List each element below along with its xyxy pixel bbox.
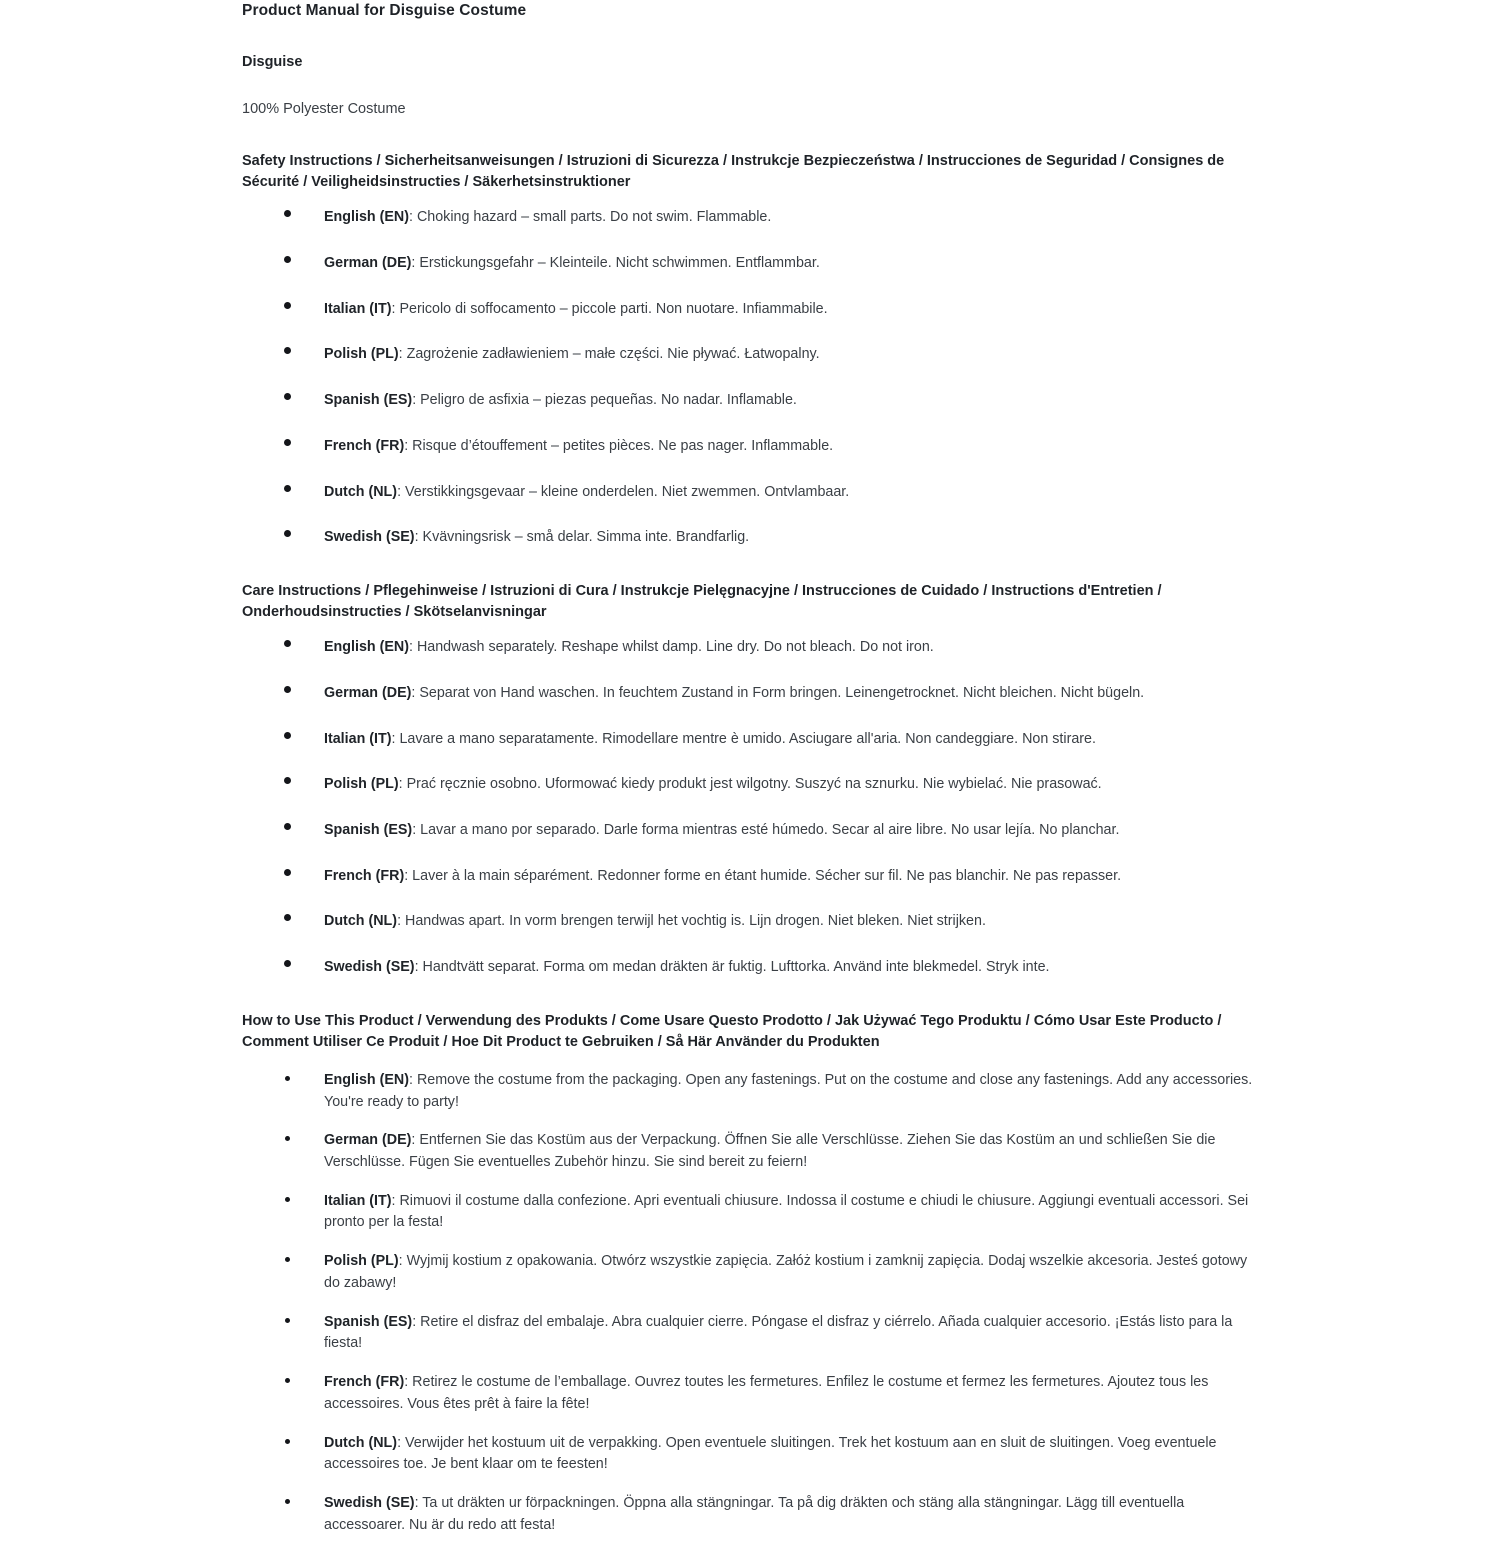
label-separator: :: [412, 392, 421, 409]
language-list: [242, 1070, 1256, 1537]
language-label: Spanish (ES): [324, 1313, 413, 1330]
language-label: Italian (IT): [324, 300, 392, 317]
instruction-text: Zagrożenie zadławieniem – małe części. Nie pływać. Łatwopalny.: [406, 346, 820, 363]
label-separator: :: [391, 1192, 400, 1209]
instruction-text: Erstickungsgefahr – Kleinteile. Nicht schwimmen. Entflammbar.: [419, 255, 820, 272]
list-item: [242, 436, 1256, 458]
language-label: Swedish (SE): [324, 959, 415, 976]
instruction-text: Separat von Hand waschen. In feuchtem Zustand in Form bringen. Leinengetrocknet. Nicht bleichen. Nicht bügeln.: [419, 684, 1145, 701]
instruction-text: Wyjmij kostium z opakowania. Otwórz wszystkie zapięcia. Załóż kostium i zamknij zapięcia. Dodaj wszelkie akcesoria. Jesteś gotowy do zabawy!: [324, 1253, 1248, 1291]
instruction-text: Handwash separately. Reshape whilst damp. Line dry. Do not bleach. Do not iron.: [416, 639, 934, 656]
instruction-text: Risque d’étouffement – petites pièces. Ne pas nager. Inflammable.: [412, 437, 834, 454]
bullet-icon: [284, 256, 291, 263]
label-separator: :: [414, 959, 423, 976]
bullet-icon: [285, 1076, 290, 1081]
brand-name: Disguise: [242, 53, 303, 70]
bullet-icon: [284, 823, 291, 830]
sections-container: [242, 151, 1256, 1536]
page-title: Product Manual for Disguise Costume: [242, 2, 527, 19]
bullet-icon: [285, 1318, 290, 1323]
language-label: German (DE): [324, 255, 412, 272]
label-separator: :: [414, 529, 423, 546]
language-label: German (DE): [324, 1132, 412, 1149]
label-separator: :: [404, 437, 413, 454]
label-separator: :: [409, 639, 417, 656]
language-list: [242, 637, 1256, 979]
list-item: [242, 911, 1256, 933]
bullet-icon: [284, 640, 291, 647]
language-label: Polish (PL): [324, 1253, 399, 1270]
bullet-icon: [284, 485, 291, 492]
label-separator: :: [398, 776, 407, 793]
list-item: [242, 957, 1256, 979]
instruction-text: Laver à la main séparément. Redonner forme en étant humide. Sécher sur fil. Ne pas blanchir. Ne pas repasser.: [412, 867, 1122, 884]
list-item: [242, 1372, 1256, 1415]
label-separator: :: [411, 255, 420, 272]
bullet-icon: [285, 1378, 290, 1383]
label-separator: :: [391, 730, 400, 747]
instruction-text: Verstikkingsgevaar – kleine onderdelen. Niet zwemmen. Ontvlambaar.: [405, 483, 850, 500]
bullet-icon: [284, 777, 291, 784]
list-item: [242, 637, 1256, 659]
instruction-text: Kvävningsrisk – små delar. Simma inte. Brandfarlig.: [422, 529, 750, 546]
instruction-text: Ta ut dräkten ur förpackningen. Öppna alla stängningar. Ta på dig dräkten och stäng alla stängningar. Lägg till eventuella accessoarer. Nu är du redo att festa!: [324, 1494, 1185, 1533]
label-separator: :: [404, 867, 413, 884]
material-composition: 100% Polyester Costume: [242, 100, 406, 117]
language-label: Swedish (SE): [324, 1494, 415, 1511]
label-separator: :: [391, 300, 400, 317]
instruction-text: Retirez le costume de l’emballage. Ouvrez toutes les fermetures. Enfilez le costume et fermez les fermetures. Ajoutez tous les accessoires. Vous êtes prêt à faire la fête!: [324, 1374, 1209, 1412]
list-item: [242, 1251, 1256, 1294]
label-separator: :: [411, 1132, 420, 1149]
bullet-icon: [285, 1136, 290, 1141]
bullet-icon: [284, 393, 291, 400]
bullet-icon: [285, 1439, 290, 1444]
language-label: Italian (IT): [324, 730, 392, 747]
instruction-text: Rimuovi il costume dalla confezione. Apri eventuali chiusure. Indossa il costume e chiudi le chiusure. Aggiungi eventuali accessori. Sei pronto per la festa!: [324, 1192, 1249, 1231]
list-item: [242, 866, 1256, 888]
section-heading: Safety Instructions / Sicherheitsanweisungen / Istruzioni di Sicurezza / Instrukcje Bezpieczeństwa / Instrucciones de Seguridad / Consignes de Sécurité / Veiligheidsinstructies / Säkerhetsinstruktioner: [242, 153, 1225, 191]
label-separator: :: [404, 1374, 413, 1391]
instruction-text: Choking hazard – small parts. Do not swim. Flammable.: [416, 209, 772, 226]
instruction-text: Peligro de asfixia – piezas pequeñas. No nadar. Inflamable.: [420, 392, 797, 409]
label-separator: :: [397, 483, 406, 500]
list-item: [242, 729, 1256, 751]
instruction-text: Verwijder het kostuum uit de verpakking. Open eventuele sluitingen. Trek het kostuum aan en sluit de sluitingen. Voeg eventuele accessoires toe. Je bent klaar om te feesten!: [324, 1434, 1217, 1473]
section-heading: How to Use This Product / Verwendung des Produkts / Come Usare Questo Prodotto / Jak Używać Tego Produktu / Cómo Usar Este Producto / Comment Utiliser Ce Produit / Hoe Dit Product te Gebruiken / Så Här Använder du Produkten: [242, 1012, 1222, 1050]
label-separator: :: [398, 1253, 407, 1270]
bullet-icon: [284, 686, 291, 693]
label-separator: :: [409, 209, 417, 226]
list-item: [242, 820, 1256, 842]
language-label: Dutch (NL): [324, 913, 398, 930]
bullet-icon: [284, 960, 291, 967]
language-list: [242, 207, 1256, 549]
list-item: [242, 390, 1256, 412]
bullet-icon: [285, 1197, 290, 1202]
bullet-icon: [284, 347, 291, 354]
list-item: [242, 1070, 1256, 1113]
label-separator: :: [412, 1313, 421, 1330]
instruction-text: Lavare a mano separatamente. Rimodellare mentre è umido. Asciugare all'aria. Non candeggiare. Non stirare.: [399, 730, 1096, 747]
list-item: [242, 207, 1256, 229]
bullet-icon: [285, 1499, 290, 1504]
language-label: Dutch (NL): [324, 1434, 398, 1451]
language-label: Spanish (ES): [324, 821, 413, 838]
list-item: [242, 299, 1256, 321]
instruction-text: Pericolo di soffocamento – piccole parti. Non nuotare. Infiammabile.: [399, 300, 828, 317]
label-separator: :: [414, 1494, 423, 1511]
label-separator: :: [411, 684, 420, 701]
language-label: English (EN): [324, 1071, 409, 1088]
label-separator: :: [397, 913, 406, 930]
language-label: Swedish (SE): [324, 529, 415, 546]
bullet-icon: [284, 530, 291, 537]
label-separator: :: [398, 346, 407, 363]
label-separator: :: [412, 821, 421, 838]
bullet-icon: [284, 869, 291, 876]
list-item: [242, 482, 1256, 504]
language-label: French (FR): [324, 1374, 405, 1391]
language-label: German (DE): [324, 684, 412, 701]
language-label: Polish (PL): [324, 776, 399, 793]
language-label: French (FR): [324, 437, 405, 454]
instruction-text: Retire el disfraz del embalaje. Abra cualquier cierre. Póngase el disfraz y ciérrelo. Añada cualquier accesorio. ¡Estás listo para la fiesta!: [324, 1313, 1233, 1352]
label-separator: :: [397, 1434, 406, 1451]
bullet-icon: [284, 914, 291, 921]
language-label: English (EN): [324, 209, 409, 226]
list-item: [242, 683, 1256, 705]
language-label: Spanish (ES): [324, 392, 413, 409]
list-item: [242, 344, 1256, 366]
list-item: [242, 1191, 1256, 1234]
bullet-icon: [285, 1257, 290, 1262]
language-label: Italian (IT): [324, 1192, 392, 1209]
bullet-icon: [284, 732, 291, 739]
list-item: [242, 527, 1256, 549]
language-label: Dutch (NL): [324, 483, 398, 500]
language-label: Polish (PL): [324, 346, 399, 363]
instruction-text: Entfernen Sie das Kostüm aus der Verpackung. Öffnen Sie alle Verschlüsse. Ziehen Sie das Kostüm an und schließen Sie die Verschlüsse. Fügen Sie eventuelles Zubehör hinzu. Sie sind bereit zu feiern!: [324, 1132, 1216, 1171]
instruction-text: Handtvätt separat. Forma om medan dräkten är fuktig. Lufttorka. Använd inte blekmedel. Stryk inte.: [422, 959, 1050, 976]
instruction-text: Handwas apart. In vorm brengen terwijl het vochtig is. Lijn drogen. Niet bleken. Niet strijken.: [405, 913, 986, 930]
instruction-text: Remove the costume from the packaging. Open any fastenings. Put on the costume and close any fastenings. Add any accessories. You're ready to party!: [324, 1071, 1253, 1110]
bullet-icon: [284, 302, 291, 309]
instruction-text: Prać ręcznie osobno. Uformować kiedy produkt jest wilgotny. Suszyć na sznurku. Nie wybielać. Nie prasować.: [406, 776, 1102, 793]
bullet-icon: [284, 210, 291, 217]
list-item: [242, 774, 1256, 796]
list-item: [242, 1493, 1256, 1536]
bullet-icon: [284, 439, 291, 446]
language-label: French (FR): [324, 867, 405, 884]
language-label: English (EN): [324, 639, 409, 656]
instruction-text: Lavar a mano por separado. Darle forma mientras esté húmedo. Secar al aire libre. No usar lejía. No planchar.: [420, 821, 1120, 838]
section-heading: Care Instructions / Pflegehinweise / Istruzioni di Cura / Instrukcje Pielęgnacyjne / Instrucciones de Cuidado / Instructions d'Entretien / Onderhoudsinstructies / Skötselanvisningar: [242, 583, 1162, 621]
label-separator: :: [409, 1071, 417, 1088]
list-item: [242, 1130, 1256, 1173]
list-item: [242, 1312, 1256, 1355]
list-item: [242, 1433, 1256, 1476]
list-item: [242, 253, 1256, 275]
